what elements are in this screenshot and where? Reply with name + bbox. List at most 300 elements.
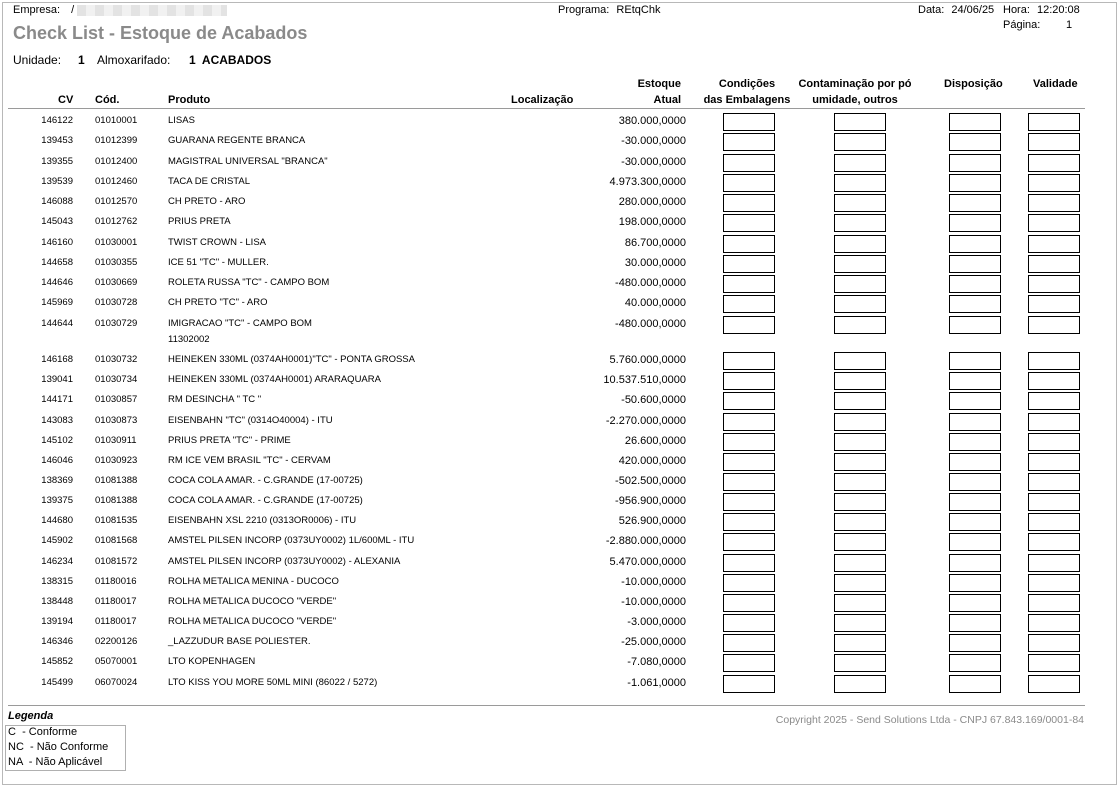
row-cv: 144171: [41, 394, 73, 405]
box-condicoes[interactable]: [723, 275, 775, 293]
row-produto: MAGISTRAL UNIVERSAL "BRANCA": [168, 156, 328, 167]
box-condicoes[interactable]: [723, 235, 775, 253]
table-row: [0, 450, 1120, 470]
box-validade[interactable]: [1028, 316, 1080, 334]
box-validade[interactable]: [1028, 255, 1080, 273]
row-estoque: 40.000,0000: [624, 297, 686, 309]
box-contaminacao[interactable]: [834, 113, 886, 131]
programa-field: [558, 4, 660, 16]
legend-text: - Conforme: [15, 726, 78, 738]
col-condicoes-line1: Condições: [718, 78, 776, 90]
row-cod: 01030732: [95, 354, 138, 365]
box-validade[interactable]: [1028, 113, 1080, 131]
table-row: [0, 490, 1120, 510]
row-cod: 01010001: [95, 115, 138, 126]
hora-value: 12:20:08: [1036, 4, 1080, 16]
legend-code: NC: [8, 741, 24, 753]
row-cv: 139355: [41, 156, 73, 167]
row-produto: ROLHA METALICA DUCOCO "VERDE": [168, 596, 337, 607]
box-contaminacao[interactable]: [834, 174, 886, 192]
row-cod: 01081572: [95, 556, 138, 567]
row-estoque: 380.000,0000: [618, 115, 686, 127]
box-contaminacao[interactable]: [834, 614, 886, 632]
row-estoque: -30.000,0000: [621, 135, 686, 147]
box-validade[interactable]: [1028, 533, 1080, 551]
copyright: Copyright 2025 - Send Solutions Ltda - CNPJ 67.843.169/0001-84: [775, 714, 1084, 726]
report-title: Check List - Estoque de Acabados: [13, 23, 308, 43]
box-validade[interactable]: [1028, 235, 1080, 253]
row-produto: IMIGRACAO "TC" - CAMPO BOM: [168, 318, 312, 329]
col-condicoes-line2: das Embalagens: [703, 94, 791, 106]
row-produto: EISENBAHN "TC" (0314O40004) - ITU: [168, 415, 333, 426]
row-cv: 144658: [41, 257, 73, 268]
row-produto: CH PRETO "TC" - ARO: [168, 297, 268, 308]
box-disposicao[interactable]: [949, 634, 1001, 652]
box-disposicao[interactable]: [949, 372, 1001, 390]
table-row: [0, 130, 1120, 150]
box-condicoes[interactable]: [723, 554, 775, 572]
row-cod: 01081535: [95, 515, 138, 526]
box-validade[interactable]: [1028, 372, 1080, 390]
row-cod: 01030669: [95, 277, 138, 288]
box-validade[interactable]: [1028, 594, 1080, 612]
row-cod: 01030857: [95, 394, 138, 405]
box-disposicao[interactable]: [949, 352, 1001, 370]
legend-text: - Não Aplicável: [22, 756, 103, 768]
row-estoque: 86.700,0000: [624, 237, 686, 249]
row-produto: TACA DE CRISTAL: [168, 176, 250, 187]
table-row: [0, 530, 1120, 550]
box-condicoes[interactable]: [723, 413, 775, 431]
box-validade[interactable]: [1028, 194, 1080, 212]
row-cod: 01012400: [95, 156, 138, 167]
box-disposicao[interactable]: [949, 654, 1001, 672]
row-estoque: -1.061,0000: [627, 677, 686, 689]
row-cv: 138448: [41, 596, 73, 607]
row-cv: 145902: [41, 535, 73, 546]
box-disposicao[interactable]: [949, 513, 1001, 531]
row-produto: ROLETA RUSSA "TC" - CAMPO BOM: [168, 277, 330, 288]
row-cv: 139539: [41, 176, 73, 187]
box-disposicao[interactable]: [949, 574, 1001, 592]
row-cod: 01012570: [95, 196, 138, 207]
redacted-empresa-name: [77, 5, 227, 16]
header-rule: [8, 108, 1085, 109]
table-row: [0, 151, 1120, 171]
row-cod: 02200126: [95, 636, 138, 647]
row-estoque: -25.000,0000: [621, 636, 686, 648]
box-condicoes[interactable]: [723, 174, 775, 192]
col-localizacao: Localização: [511, 94, 574, 106]
box-contaminacao[interactable]: [834, 316, 886, 334]
row-cod: 01012762: [95, 216, 138, 227]
row-cv: 144644: [41, 318, 73, 329]
box-validade[interactable]: [1028, 413, 1080, 431]
row-produto: LTO KOPENHAGEN: [168, 656, 256, 667]
box-contaminacao[interactable]: [834, 352, 886, 370]
box-validade[interactable]: [1028, 133, 1080, 151]
row-cv: 138369: [41, 475, 73, 486]
legend-item-c: [8, 726, 77, 738]
box-disposicao[interactable]: [949, 493, 1001, 511]
box-condicoes[interactable]: [723, 352, 775, 370]
row-estoque: -2.880.000,0000: [605, 535, 686, 547]
box-contaminacao[interactable]: [834, 235, 886, 253]
box-disposicao[interactable]: [949, 235, 1001, 253]
row-estoque: 4.973.300,0000: [609, 176, 686, 188]
col-contaminacao: [795, 76, 915, 108]
box-disposicao[interactable]: [949, 675, 1001, 693]
box-contaminacao[interactable]: [834, 493, 886, 511]
empresa-value: /: [71, 4, 75, 16]
row-produto: LISAS: [168, 115, 195, 126]
row-produto: RM ICE VEM BRASIL "TC" - CERVAM: [168, 455, 331, 466]
box-contaminacao[interactable]: [834, 554, 886, 572]
box-disposicao[interactable]: [949, 295, 1001, 313]
box-contaminacao[interactable]: [834, 533, 886, 551]
box-condicoes[interactable]: [723, 214, 775, 232]
box-validade[interactable]: [1028, 295, 1080, 313]
row-estoque: -3.000,0000: [627, 616, 686, 628]
col-condicoes: [696, 76, 798, 108]
box-contaminacao[interactable]: [834, 275, 886, 293]
row-cod: 01030911: [95, 435, 137, 446]
row-cod: 01030729: [95, 318, 138, 329]
col-estoque: [620, 76, 681, 108]
box-condicoes[interactable]: [723, 493, 775, 511]
row-estoque: 5.470.000,0000: [609, 556, 686, 568]
box-disposicao[interactable]: [949, 174, 1001, 192]
table-row: [0, 369, 1120, 389]
row-cv: 139375: [41, 495, 73, 506]
box-disposicao[interactable]: [949, 316, 1001, 334]
row-cv: 146122: [41, 115, 73, 126]
box-disposicao[interactable]: [949, 392, 1001, 410]
row-cv: 139453: [41, 135, 73, 146]
box-condicoes[interactable]: [723, 133, 775, 151]
table-row: [0, 510, 1120, 530]
row-produto: COCA COLA AMAR. - C.GRANDE (17-00725): [168, 495, 363, 506]
row-estoque: 526.900,0000: [618, 515, 686, 527]
hora-label: Hora:: [1003, 4, 1030, 16]
table-row: [0, 470, 1120, 490]
legend-code: C: [8, 726, 16, 738]
table-row: [0, 551, 1120, 571]
row-produto: PRIUS PRETA: [168, 216, 231, 227]
box-condicoes[interactable]: [723, 614, 775, 632]
programa-value: REtqChk: [616, 4, 661, 16]
row-cv: 146346: [41, 636, 73, 647]
row-cod: 01030734: [95, 374, 138, 385]
table-row: [0, 591, 1120, 611]
legend-item-na: [8, 756, 102, 768]
box-disposicao[interactable]: [949, 133, 1001, 151]
box-contaminacao[interactable]: [834, 513, 886, 531]
box-contaminacao[interactable]: [834, 154, 886, 172]
box-disposicao[interactable]: [949, 614, 1001, 632]
row-cod: 01081388: [95, 475, 138, 486]
table-row: [0, 313, 1120, 333]
hora-field: [1003, 4, 1080, 16]
box-validade[interactable]: [1028, 654, 1080, 672]
row-estoque: -480.000,0000: [615, 277, 686, 289]
box-contaminacao[interactable]: [834, 654, 886, 672]
box-disposicao[interactable]: [949, 533, 1001, 551]
data-value: 24/06/25: [951, 4, 995, 16]
col-produto: Produto: [168, 94, 211, 106]
box-disposicao[interactable]: [949, 214, 1001, 232]
box-contaminacao[interactable]: [834, 675, 886, 693]
row-estoque: -30.000,0000: [621, 156, 686, 168]
box-validade[interactable]: [1028, 275, 1080, 293]
row-produto: EISENBAHN XSL 2210 (0313OR0006) - ITU: [168, 515, 357, 526]
row-cod: 01030923: [95, 455, 138, 466]
row-estoque: -2.270.000,0000: [605, 415, 686, 427]
table-row: [0, 252, 1120, 272]
box-disposicao[interactable]: [949, 255, 1001, 273]
table-row: [0, 430, 1120, 450]
row-produto: HEINEKEN 330ML (0374AH0001) ARARAQUARA: [168, 374, 381, 385]
row-estoque: -50.600,0000: [621, 394, 686, 406]
table-row: [0, 171, 1120, 191]
row-estoque: 420.000,0000: [618, 455, 686, 467]
box-condicoes[interactable]: [723, 634, 775, 652]
empresa-field: [13, 4, 227, 16]
table-row: [0, 571, 1120, 591]
row-produto: GUARANA REGENTE BRANCA: [168, 135, 306, 146]
box-condicoes[interactable]: [723, 392, 775, 410]
table-row: [0, 672, 1120, 692]
box-validade[interactable]: [1028, 352, 1080, 370]
box-condicoes[interactable]: [723, 433, 775, 451]
box-condicoes[interactable]: [723, 194, 775, 212]
row-produto: AMSTEL PILSEN INCORP (0373UY0002) - ALEXANIA: [168, 556, 401, 567]
row-cod: 01012460: [95, 176, 138, 187]
box-disposicao[interactable]: [949, 275, 1001, 293]
pagina-value: 1: [1066, 19, 1073, 31]
row-cod: 01180017: [95, 596, 137, 607]
box-contaminacao[interactable]: [834, 433, 886, 451]
box-contaminacao[interactable]: [834, 372, 886, 390]
box-contaminacao[interactable]: [834, 133, 886, 151]
row-estoque: -502.500,0000: [615, 475, 686, 487]
row-cod: 01180016: [95, 576, 137, 587]
box-disposicao[interactable]: [949, 473, 1001, 491]
row-produto: ROLHA METALICA DUCOCO "VERDE": [168, 616, 337, 627]
row-cv: 143083: [41, 415, 73, 426]
box-condicoes[interactable]: [723, 316, 775, 334]
box-condicoes[interactable]: [723, 654, 775, 672]
col-disposicao: Disposição: [944, 78, 1003, 90]
box-validade[interactable]: [1028, 473, 1080, 491]
box-validade[interactable]: [1028, 174, 1080, 192]
row-cv: 139041: [41, 374, 73, 385]
row-cv: 146234: [41, 556, 73, 567]
row-cv: 145102: [41, 435, 73, 446]
box-validade[interactable]: [1028, 513, 1080, 531]
table-row: [0, 631, 1120, 651]
box-condicoes[interactable]: [723, 473, 775, 491]
footer-rule: [8, 705, 1085, 706]
box-contaminacao[interactable]: [834, 413, 886, 431]
row-cod: 01081568: [95, 535, 138, 546]
legend-title: Legenda: [8, 710, 54, 722]
legend-item-nc: [8, 741, 108, 753]
box-contaminacao[interactable]: [834, 214, 886, 232]
row-produto: COCA COLA AMAR. - C.GRANDE (17-00725): [168, 475, 363, 486]
box-condicoes[interactable]: [723, 594, 775, 612]
table-row: [0, 651, 1120, 671]
box-validade[interactable]: [1028, 634, 1080, 652]
row-estoque: 26.600,0000: [624, 435, 686, 447]
row-produto: PRIUS PRETA "TC" - PRIME: [168, 435, 291, 446]
row-produto: HEINEKEN 330ML (0374AH0001)"TC" - PONTA GROSSA: [168, 354, 415, 365]
row-estoque: 30.000,0000: [624, 257, 686, 269]
row-cod: 01030001: [95, 237, 138, 248]
row-cod: 01030355: [95, 257, 138, 268]
box-validade[interactable]: [1028, 154, 1080, 172]
col-contaminacao-line1: Contaminação por pó: [798, 78, 912, 90]
row-estoque: -10.000,0000: [621, 596, 686, 608]
row-estoque: 5.760.000,0000: [609, 354, 686, 366]
box-condicoes[interactable]: [723, 372, 775, 390]
row-estoque: -480.000,0000: [615, 318, 686, 330]
data-label: Data:: [918, 4, 945, 16]
unidade-label: Unidade:: [13, 53, 62, 67]
box-disposicao[interactable]: [949, 194, 1001, 212]
row-estoque: -7.080,0000: [627, 656, 686, 668]
box-contaminacao[interactable]: [834, 194, 886, 212]
box-disposicao[interactable]: [949, 154, 1001, 172]
empresa-label: Empresa:: [13, 4, 61, 16]
box-validade[interactable]: [1028, 433, 1080, 451]
row-cv: 145852: [41, 656, 73, 667]
box-condicoes[interactable]: [723, 295, 775, 313]
row-estoque: -956.900,0000: [615, 495, 686, 507]
col-cv: CV: [58, 94, 74, 106]
row-cv: 146168: [41, 354, 73, 365]
box-validade[interactable]: [1028, 614, 1080, 632]
row-estoque: 198.000,0000: [618, 216, 686, 228]
unidade-value: 1: [78, 53, 85, 67]
legend-code: NA: [8, 756, 23, 768]
box-disposicao[interactable]: [949, 594, 1001, 612]
table-row: [0, 334, 1120, 369]
row-estoque: 280.000,0000: [618, 196, 686, 208]
box-contaminacao[interactable]: [834, 594, 886, 612]
row-cod: 01030728: [95, 297, 138, 308]
row-cod: 01012399: [95, 135, 138, 146]
row-estoque: 10.537.510,0000: [603, 374, 686, 386]
box-contaminacao[interactable]: [834, 453, 886, 471]
box-validade[interactable]: [1028, 554, 1080, 572]
box-disposicao[interactable]: [949, 433, 1001, 451]
col-estoque-line2: Atual: [653, 94, 681, 106]
box-condicoes[interactable]: [723, 255, 775, 273]
legend-text: - Não Conforme: [23, 741, 109, 753]
box-disposicao[interactable]: [949, 554, 1001, 572]
row-produto-extra: 11302002: [168, 334, 210, 345]
box-validade[interactable]: [1028, 392, 1080, 410]
row-cv: 146160: [41, 237, 73, 248]
col-estoque-line1: Estoque: [637, 78, 681, 90]
almoxarifado-label: Almoxarifado:: [97, 53, 171, 67]
row-produto: AMSTEL PILSEN INCORP (0373UY0002) 1L/600ML - ITU: [168, 535, 415, 546]
box-validade[interactable]: [1028, 493, 1080, 511]
col-cod: Cód.: [95, 94, 120, 106]
box-disposicao[interactable]: [949, 453, 1001, 471]
table-row: [0, 272, 1120, 292]
box-contaminacao[interactable]: [834, 574, 886, 592]
table-row: [0, 211, 1120, 231]
table-row: [0, 191, 1120, 211]
col-validade: Validade: [1033, 78, 1078, 90]
row-cv: 146046: [41, 455, 73, 466]
row-cod: 01030873: [95, 415, 138, 426]
almoxarifado-value: 1 ACABADOS: [189, 53, 272, 67]
row-produto: LTO KISS YOU MORE 50ML MINI (86022 / 5272): [168, 677, 378, 688]
row-cv: 145499: [41, 677, 73, 688]
box-validade[interactable]: [1028, 453, 1080, 471]
row-cv: 144646: [41, 277, 73, 288]
box-disposicao[interactable]: [949, 413, 1001, 431]
row-cv: 145043: [41, 216, 73, 227]
pagina-label: Página:: [1003, 19, 1041, 31]
box-condicoes[interactable]: [723, 675, 775, 693]
row-produto: RM DESINCHA " TC ": [168, 394, 262, 405]
box-contaminacao[interactable]: [834, 392, 886, 410]
row-produto: TWIST CROWN - LISA: [168, 237, 266, 248]
box-contaminacao[interactable]: [834, 295, 886, 313]
col-contaminacao-line2: umidade, outros: [812, 94, 898, 106]
row-produto: ICE 51 "TC" - MULLER.: [168, 257, 269, 268]
box-validade[interactable]: [1028, 675, 1080, 693]
box-condicoes[interactable]: [723, 154, 775, 172]
table-row: [0, 611, 1120, 631]
box-condicoes[interactable]: [723, 453, 775, 471]
table-row: [0, 410, 1120, 430]
box-condicoes[interactable]: [723, 533, 775, 551]
data-field: [918, 4, 994, 16]
box-condicoes[interactable]: [723, 113, 775, 131]
box-disposicao[interactable]: [949, 113, 1001, 131]
box-condicoes[interactable]: [723, 574, 775, 592]
row-estoque: -10.000,0000: [621, 576, 686, 588]
row-produto: ROLHA METALICA MENINA - DUCOCO: [168, 576, 339, 587]
table-row: [0, 110, 1120, 130]
row-produto: CH PRETO - ARO: [168, 196, 246, 207]
row-produto: _LAZZUDUR BASE POLIESTER.: [168, 636, 311, 647]
row-cv: 145969: [41, 297, 73, 308]
row-cod: 05070001: [95, 656, 138, 667]
row-cv: 144680: [41, 515, 73, 526]
row-cod: 06070024: [95, 677, 138, 688]
box-contaminacao[interactable]: [834, 255, 886, 273]
table-row: [0, 232, 1120, 252]
row-cv: 146088: [41, 196, 73, 207]
box-validade[interactable]: [1028, 214, 1080, 232]
box-contaminacao[interactable]: [834, 473, 886, 491]
row-cv: 138315: [41, 576, 73, 587]
box-condicoes[interactable]: [723, 513, 775, 531]
box-validade[interactable]: [1028, 574, 1080, 592]
programa-label: Programa:: [558, 4, 610, 16]
row-cod: 01081388: [95, 495, 138, 506]
table-row: [0, 292, 1120, 312]
box-contaminacao[interactable]: [834, 634, 886, 652]
row-cv: 139194: [41, 616, 73, 627]
table-row: [0, 389, 1120, 409]
